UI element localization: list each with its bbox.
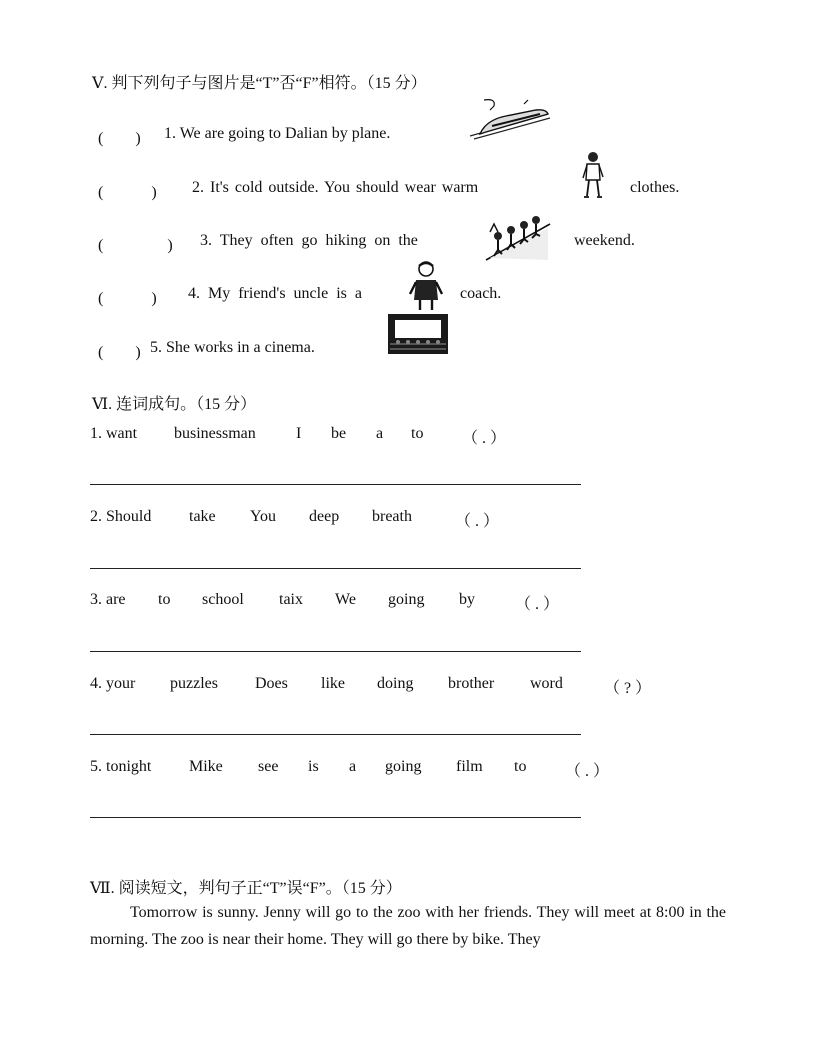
section-7-heading: Ⅶ. 阅读短文，判句子正“T”误“F”。（15 分） <box>90 880 402 897</box>
word-token: see <box>258 758 279 775</box>
word-token: Mike <box>189 758 223 775</box>
word-token: breath <box>372 508 412 525</box>
question-text-end: coach. <box>460 285 502 302</box>
word-token: 4. your <box>90 675 136 692</box>
question-text: 3. They often go hiking on the <box>200 232 418 249</box>
word-token: taix <box>279 591 303 608</box>
word-token: 1. want <box>90 425 138 442</box>
word-token: deep <box>309 508 340 525</box>
cinema-icon <box>386 312 450 356</box>
word-token: like <box>321 675 345 692</box>
train-icon <box>466 96 552 140</box>
answer-line[interactable] <box>90 734 581 735</box>
answer-parens: ( ) <box>98 237 173 254</box>
answer-parens: ( ) <box>98 344 141 361</box>
person-icon <box>580 150 606 200</box>
end-punctuation: （ . ） <box>515 596 560 613</box>
coach-icon <box>408 260 444 312</box>
question-text-end: weekend. <box>574 232 635 249</box>
answer-line[interactable] <box>90 817 581 818</box>
answer-parens: ( ) <box>98 130 141 147</box>
word-token: You <box>250 508 276 525</box>
question-text: 4. My friend's uncle is a <box>188 285 362 302</box>
word-token: take <box>189 508 216 525</box>
reading-passage: Tomorrow is sunny. Jenny will go to the zoo with her friends. They will meet at 8:00 in the morning. The zoo is near their home. They will go there by bike. They <box>90 904 726 948</box>
end-punctuation: （ . ） <box>565 763 610 780</box>
word-token: to <box>514 758 527 775</box>
word-token: 2. Should <box>90 508 152 525</box>
answer-line[interactable] <box>90 484 581 485</box>
end-punctuation: （ . ） <box>455 513 500 530</box>
hiking-icon <box>484 212 552 262</box>
end-punctuation: （ ? ） <box>604 680 652 697</box>
question-text: 2. It's cold outside. You should wear warm <box>192 179 479 196</box>
word-token: a <box>376 425 384 442</box>
word-token: puzzles <box>170 675 218 692</box>
word-token: I <box>296 425 302 442</box>
word-token: going <box>385 758 422 775</box>
answer-line[interactable] <box>90 568 581 569</box>
word-token: 5. tonight <box>90 758 152 775</box>
word-token: to <box>411 425 424 442</box>
word-token: brother <box>448 675 495 692</box>
word-token: going <box>388 591 425 608</box>
word-token: by <box>459 591 475 608</box>
word-token: film <box>456 758 483 775</box>
word-token: businessman <box>174 425 256 442</box>
section-5-heading: Ⅴ. 判下列句子与图片是“T”否“F”相符。（15 分） <box>92 75 427 92</box>
answer-line[interactable] <box>90 651 581 652</box>
question-text: 5. She works in a cinema. <box>150 339 315 356</box>
end-punctuation: （ . ） <box>462 430 507 447</box>
answer-parens: ( ) <box>98 184 157 201</box>
word-token: school <box>202 591 244 608</box>
word-token: be <box>331 425 347 442</box>
word-token: 3. are <box>90 591 126 608</box>
word-token: doing <box>377 675 414 692</box>
question-text-end: clothes. <box>630 179 680 196</box>
word-token: a <box>349 758 357 775</box>
word-token: is <box>308 758 319 775</box>
word-token: to <box>158 591 171 608</box>
question-text: 1. We are going to Dalian by plane. <box>164 125 391 142</box>
answer-parens: ( ) <box>98 290 157 307</box>
word-token: word <box>530 675 563 692</box>
word-token: Does <box>255 675 288 692</box>
word-token: We <box>335 591 356 608</box>
section-6-heading: Ⅵ. 连词成句。（15 分） <box>92 396 257 413</box>
